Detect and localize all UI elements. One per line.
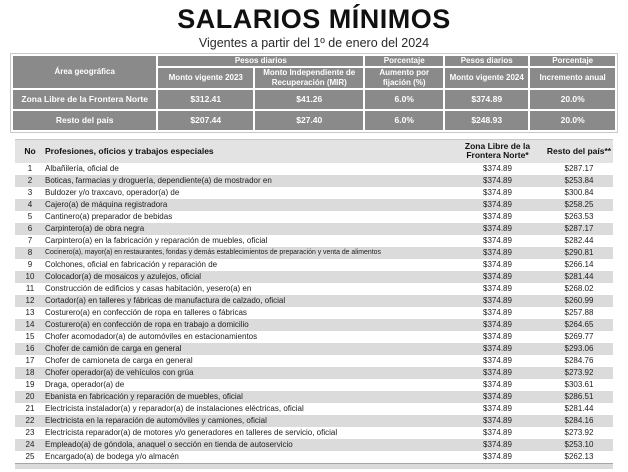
- resto-pais-value: $258.25: [564, 200, 594, 210]
- table-row: [15, 391, 613, 403]
- profession-name: Encargado(a) de bodega y/o almacén: [45, 452, 179, 462]
- geo-monto-2024-value: $248.93: [445, 111, 528, 130]
- zona-libre-value: $374.89: [483, 356, 512, 366]
- resto-pais-value: $262.13: [564, 452, 594, 462]
- resto-pais-value: $253.84: [564, 176, 594, 186]
- profession-name: Electricista instalador(a) y reparador(a) de instalaciones eléctricas, oficial: [45, 404, 304, 414]
- geo-group-header-row: [13, 56, 615, 66]
- table-row: [15, 451, 613, 463]
- zona-libre-value: $374.89: [483, 188, 512, 198]
- profession-name: Chofer de camión de carga en general: [45, 344, 182, 354]
- geo-group-porcentaje-1: Porcentaje: [365, 56, 443, 66]
- profession-name: Carpintero(a) en la fabricación y reparación de muebles, oficial: [45, 236, 268, 246]
- geo-incremento-value: 20.0%: [530, 111, 615, 130]
- profession-name: Costurero(a) en confección de ropa en trabajo a domicilio: [45, 320, 249, 330]
- table-bottom-edge: [15, 463, 613, 469]
- row-number: 10: [25, 272, 35, 282]
- geo-header-monto-2023: Monto vigente 2023: [158, 68, 253, 88]
- row-number: 8: [27, 248, 33, 258]
- zona-libre-value: $374.89: [483, 440, 512, 450]
- zona-libre-value: $374.89: [483, 260, 512, 270]
- resto-pais-value: $300.84: [564, 188, 594, 198]
- zona-libre-value: $374.89: [483, 452, 512, 462]
- zona-libre-value: $374.89: [483, 332, 512, 342]
- geo-monto-2023-value: $207.44: [158, 111, 253, 130]
- profession-name: Draga, operador(a) de: [45, 380, 125, 390]
- row-number: 24: [25, 440, 35, 450]
- row-number: 5: [27, 212, 33, 222]
- zona-libre-value: $374.89: [483, 368, 512, 378]
- zona-libre-value: $374.89: [483, 392, 512, 402]
- table-row: [15, 367, 613, 379]
- zona-libre-value: $374.89: [483, 380, 512, 390]
- table-row: [15, 439, 613, 451]
- resto-pais-value: $264.65: [564, 320, 594, 330]
- zona-libre-value: $374.89: [483, 176, 512, 186]
- zona-libre-value: $374.89: [483, 428, 512, 438]
- profession-name: Boticas, farmacias y droguería, dependiente(a) de mostrador en: [45, 176, 272, 186]
- profession-name: Costurero(a) en confección de ropa en talleres o fábricas: [45, 308, 247, 318]
- resto-pais-value: $287.17: [564, 164, 594, 174]
- table-row: [15, 427, 613, 439]
- resto-pais-value: $290.81: [564, 248, 594, 258]
- geo-incremento-value: 20.0%: [530, 90, 615, 109]
- col-header-zona-libre: Zona Libre de la Frontera Norte*: [450, 139, 545, 163]
- resto-pais-value: $269.77: [564, 332, 594, 342]
- table-row: [15, 331, 613, 343]
- col-header-professions: Profesiones, oficios y trabajos especiales: [45, 139, 450, 163]
- profession-name: Buldozer y/o traxcavo, operador(a) de: [45, 188, 180, 198]
- profession-name: Albañilería, oficial de: [45, 164, 119, 174]
- profession-name: Carpintero(a) de obra negra: [45, 224, 145, 234]
- zona-libre-value: $374.89: [483, 272, 512, 282]
- geo-area-label: Resto del país: [13, 111, 156, 130]
- row-number: 12: [25, 296, 35, 306]
- row-number: 9: [27, 260, 33, 270]
- geo-header-area: Área geográfica: [13, 56, 156, 88]
- resto-pais-value: $273.92: [564, 368, 594, 378]
- resto-pais-value: $257.88: [564, 308, 594, 318]
- resto-pais-value: $286.51: [564, 392, 594, 402]
- table-row: [15, 163, 613, 175]
- resto-pais-value: $260.99: [564, 296, 594, 306]
- professions-table-container: [15, 139, 613, 464]
- zona-libre-value: $374.89: [483, 344, 512, 354]
- col-header-no: No: [15, 139, 45, 163]
- table-row: [15, 295, 613, 307]
- resto-pais-value: $281.44: [564, 272, 594, 282]
- resto-pais-value: $293.06: [564, 344, 594, 354]
- professions-header-row: [15, 139, 613, 163]
- table-row: [15, 187, 613, 199]
- zona-libre-value: $374.89: [483, 404, 512, 414]
- page-title: SALARIOS MÍNIMOS: [177, 4, 451, 34]
- profession-name: Empleado(a) de góndola, anaquel o sección en tienda de autoservicio: [45, 440, 293, 450]
- row-number: 16: [25, 344, 35, 354]
- zona-libre-value: $374.89: [483, 224, 512, 234]
- geo-header-monto-2024: Monto vigente 2024: [445, 68, 528, 88]
- col-header-resto-pais: Resto del país**: [545, 139, 613, 163]
- geo-mir-value: $27.40: [255, 111, 363, 130]
- table-row: [15, 271, 613, 283]
- table-row: [15, 307, 613, 319]
- profession-name: Chofer de camioneta de carga en general: [45, 356, 193, 366]
- row-number: 11: [25, 284, 35, 294]
- table-row: [15, 223, 613, 235]
- row-number: 2: [27, 176, 33, 186]
- zona-libre-value: $374.89: [483, 212, 512, 222]
- table-row: [15, 343, 613, 355]
- profession-name: Construcción de edificios y casas habitación, yesero(a) en: [45, 284, 252, 294]
- row-number: 18: [25, 368, 35, 378]
- zona-libre-value: $374.89: [483, 164, 512, 174]
- row-number: 20: [25, 392, 35, 402]
- zona-libre-value: $374.89: [483, 248, 512, 258]
- zona-libre-value: $374.89: [483, 284, 512, 294]
- zona-libre-value: $374.89: [483, 236, 512, 246]
- profession-name: Cajero(a) de máquina registradora: [45, 200, 168, 210]
- profession-name: Electricista reparador(a) de motores y/o generadores en talleres de servicio, oficial: [45, 428, 338, 438]
- resto-pais-value: $284.76: [564, 356, 594, 366]
- table-row: [15, 235, 613, 247]
- profession-name: Cortador(a) en talleres y fábricas de manufactura de calzado, oficial: [45, 296, 286, 306]
- row-number: 15: [25, 332, 35, 342]
- professions-table: [15, 139, 613, 464]
- geo-group-pesos-diarios-2: Pesos diarios: [445, 56, 528, 66]
- table-row: [15, 283, 613, 295]
- professions-tbody: [15, 163, 613, 463]
- table-row: [15, 247, 613, 259]
- resto-pais-value: $273.92: [564, 428, 594, 438]
- zona-libre-value: $374.89: [483, 296, 512, 306]
- geo-row-resto-pais: [13, 111, 615, 130]
- geo-monto-2024-value: $374.89: [445, 90, 528, 109]
- geo-area-label: Zona Libre de la Frontera Norte: [13, 90, 156, 109]
- resto-pais-value: $263.53: [564, 212, 594, 222]
- resto-pais-value: $303.61: [564, 380, 594, 390]
- row-number: 14: [25, 320, 35, 330]
- resto-pais-value: $284.16: [564, 416, 594, 426]
- resto-pais-value: $266.14: [564, 260, 594, 270]
- geo-group-pesos-diarios-1: Pesos diarios: [158, 56, 363, 66]
- profession-name: Ebanista en fabricación y reparación de muebles, oficial: [45, 392, 243, 402]
- geo-header-aumento: Aumento por fijación (%): [365, 68, 443, 88]
- profession-name: Chofer acomodador(a) de automóviles en estacionamientos: [45, 332, 258, 342]
- table-row: [15, 199, 613, 211]
- row-number: 19: [25, 380, 35, 390]
- geo-aumento-value: 6.0%: [365, 111, 443, 130]
- table-row: [15, 211, 613, 223]
- resto-pais-value: $268.02: [564, 284, 594, 294]
- row-number: 4: [27, 200, 33, 210]
- geo-row-zona-libre: [13, 90, 615, 109]
- profession-name: Colocador(a) de mosaicos y azulejos, oficial: [45, 272, 202, 282]
- resto-pais-value: $281.44: [564, 404, 594, 414]
- zona-libre-value: $374.89: [483, 308, 512, 318]
- table-row: [15, 175, 613, 187]
- table-row: [15, 319, 613, 331]
- row-number: 13: [25, 308, 35, 318]
- resto-pais-value: $287.17: [564, 224, 594, 234]
- profession-name: Cantinero(a) preparador de bebidas: [45, 212, 173, 222]
- table-row: [15, 403, 613, 415]
- resto-pais-value: $253.10: [564, 440, 594, 450]
- zona-libre-value: $374.89: [483, 320, 512, 330]
- zona-libre-value: $374.89: [483, 200, 512, 210]
- profession-name: Colchones, oficial en fabricación y reparación de: [45, 260, 218, 270]
- row-number: 1: [27, 164, 33, 174]
- geo-header-mir: Monto Independiente de Recuperación (MIR): [255, 68, 363, 88]
- table-row: [15, 259, 613, 271]
- row-number: 23: [25, 428, 35, 438]
- row-number: 3: [27, 188, 33, 198]
- row-number: 25: [25, 452, 35, 462]
- table-row: [15, 355, 613, 367]
- profession-name: Chofer operador(a) de vehículos con grúa: [45, 368, 194, 378]
- geo-mir-value: $41.26: [255, 90, 363, 109]
- geo-aumento-value: 6.0%: [365, 90, 443, 109]
- profession-name: Electricista en la reparación de automóviles y camiones, oficial: [45, 416, 267, 426]
- table-row: [15, 415, 613, 427]
- profession-name: Cocinero(a), mayor(a) en restaurantes, fondas y demás establecimientos de preparación y venta de alimentos: [45, 249, 381, 257]
- row-number: 21: [25, 404, 35, 414]
- geo-group-porcentaje-2: Porcentaje: [530, 56, 615, 66]
- geo-table-container: [10, 53, 618, 133]
- row-number: 22: [25, 416, 35, 426]
- geo-monto-2023-value: $312.41: [158, 90, 253, 109]
- page-subtitle: Vigentes a partir del 1º de enero del 2024: [198, 35, 430, 50]
- geo-table: [10, 53, 618, 133]
- row-number: 7: [27, 236, 33, 246]
- row-number: 17: [25, 356, 35, 366]
- resto-pais-value: $282.44: [564, 236, 594, 246]
- row-number: 6: [27, 224, 33, 234]
- geo-header-incremento: Incremento anual: [530, 68, 615, 88]
- table-row: [15, 379, 613, 391]
- zona-libre-value: $374.89: [483, 416, 512, 426]
